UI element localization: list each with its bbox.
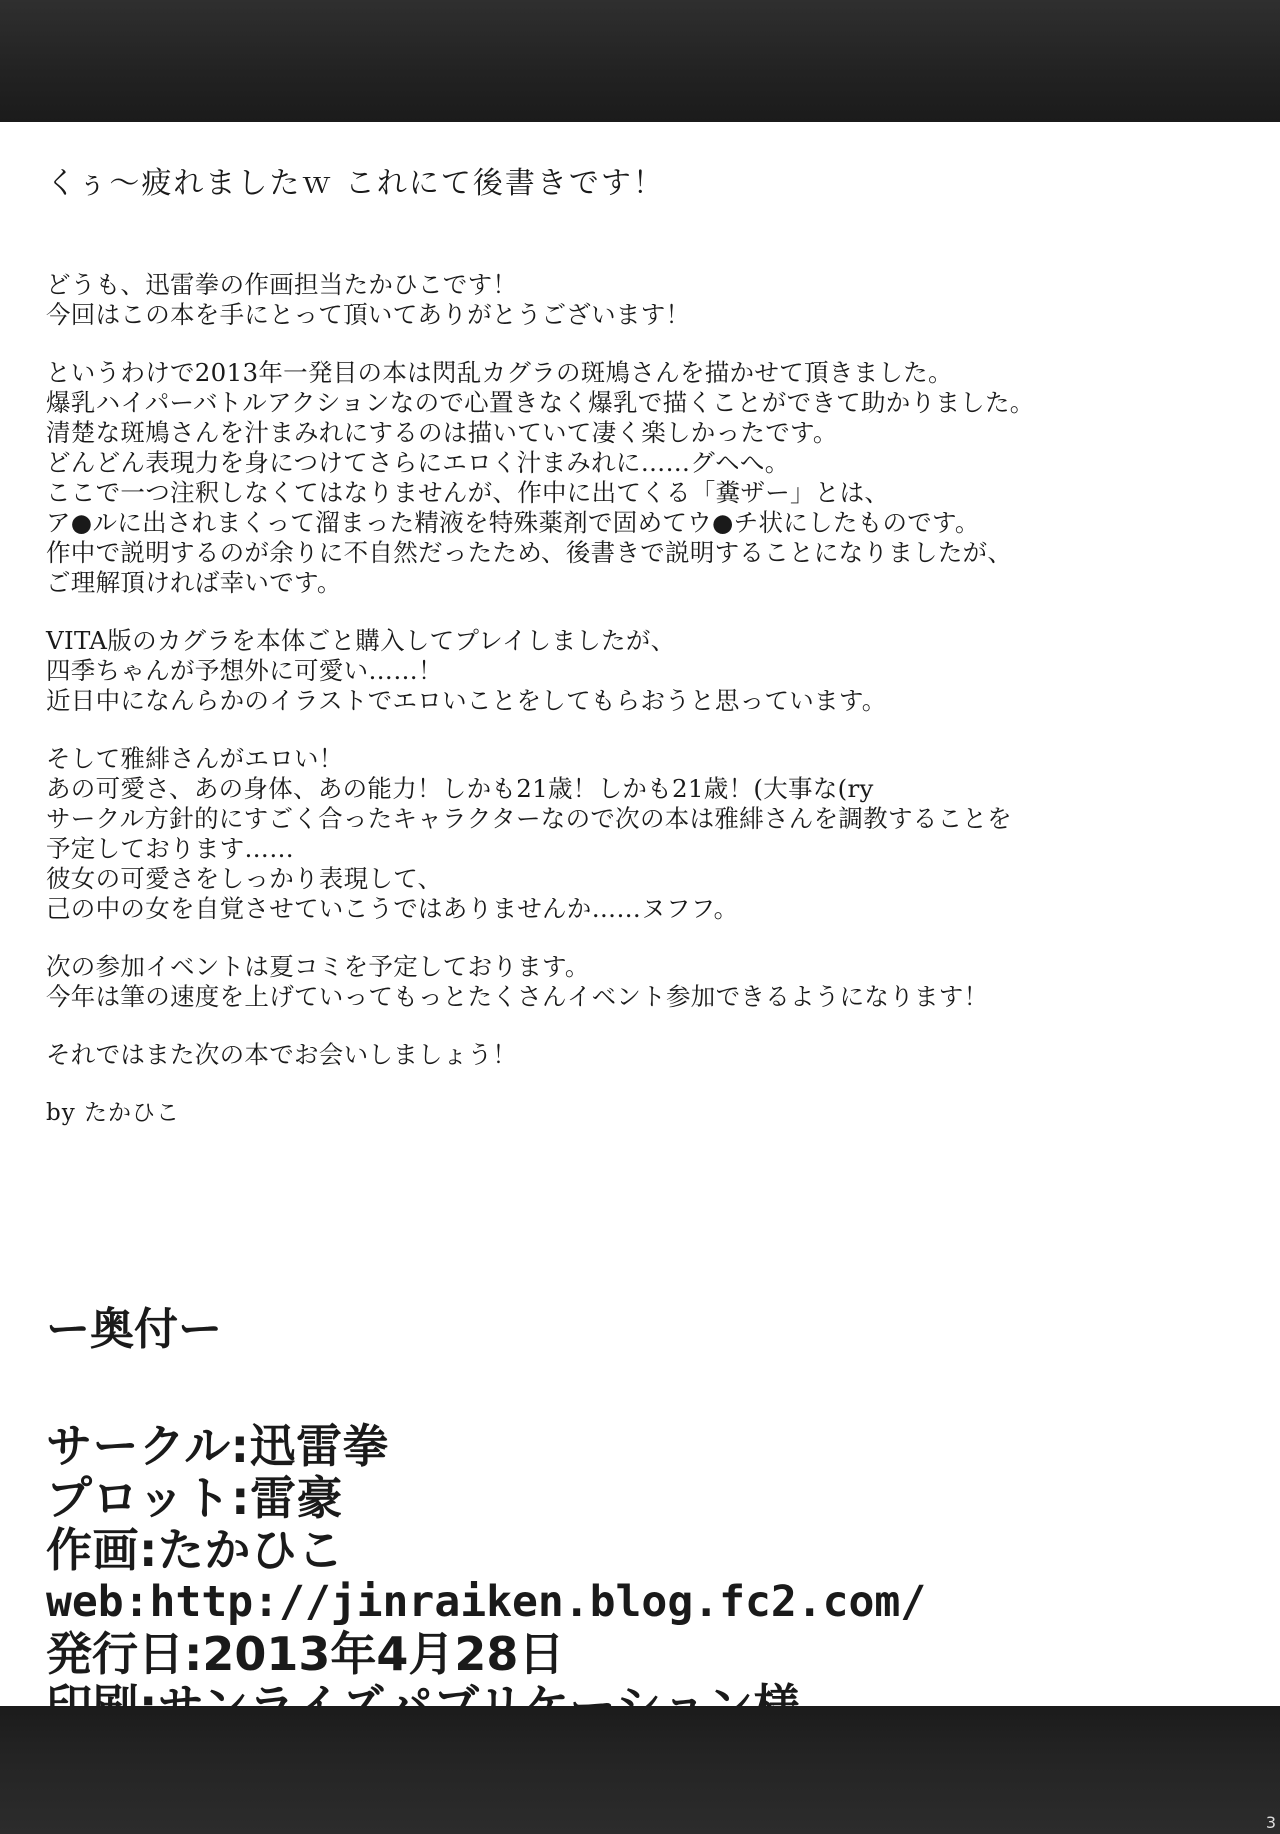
text-line: 作中で説明するのが余りに不自然だったため、後書きで説明することになりましたが、 [46,538,1013,567]
afterword-section [46,164,1246,1128]
text-line: 己の中の女を自覚させていこうではありませんか……ヌフフ。 [46,894,739,923]
colophon-web: web:http://jinraiken.blog.fc2.com/ [46,1577,927,1627]
signature: by たかひこ [46,1100,181,1126]
text-line: あの可愛さ、あの身体、あの能力！しかも21歳！しかも21歳！(大事な(ry [46,774,874,803]
colophon-title: ー奥付ー [46,1304,222,1355]
text-line: VITA版のカグラを本体ごと購入してプレイしましたが、 [46,626,676,655]
paragraph-about-book [46,358,1246,598]
afterword-heading: くぅ〜疲れましたｗ これにて後書きです！ [46,166,665,201]
text-line: 爆乳ハイパーバトルアクションなので心置きなく爆乳で描くことができて助かりました。 [46,388,1035,417]
text-line: そして雅緋さんがエロい！ [46,744,344,773]
top-dark-border [0,0,1280,122]
text-line: 今年は筆の速度を上げていってもっとたくさんイベント参加できるようになります！ [46,982,989,1011]
text-line: どうも、迅雷拳の作画担当たかひこです！ [46,270,518,299]
colophon-date: 発行日:2013年4月28日 [46,1627,565,1681]
text-line: 予定しております…… [46,834,294,863]
text-line: 次の参加イベントは夏コミを予定しております。 [46,952,590,981]
text-line: それではまた次の本でお会いしましょう！ [46,1040,518,1069]
colophon-art: 作画:たかひこ [46,1523,344,1577]
page-number: 3 [1265,1813,1276,1832]
colophon-section [46,1302,1246,1732]
paragraph-closing [46,1040,1246,1070]
paragraph-vita [46,626,1246,716]
text-line: ア●ルに出されまくって溜まった精液を特殊薬剤で固めてウ●チ状にしたものです。 [46,508,980,537]
paragraph-events [46,952,1246,1012]
colophon-circle: サークル:迅雷拳 [46,1419,390,1473]
text-line: というわけで2013年一発目の本は閃乱カグラの斑鳩さんを描かせて頂きました。 [46,358,953,387]
text-line: サークル方針的にすごく合ったキャラクターなので次の本は雅緋さんを調教することを [46,804,1012,833]
text-line: 彼女の可愛さをしっかり表現して、 [46,864,443,893]
colophon-plot: プロット:雷豪 [46,1471,343,1525]
text-line: 今回はこの本を手にとって頂いてありがとうございます！ [46,300,691,329]
text-line: ご理解頂ければ幸いです。 [46,568,342,597]
paragraph-greeting [46,270,1246,330]
text-line: ここで一つ注釈しなくてはなりませんが、作中に出てくる「糞ザー」とは、 [46,478,890,507]
text-line: 近日中になんらかのイラストでエロいことをしてもらおうと思っています。 [46,686,887,715]
paragraph-next-book [46,744,1246,924]
text-line: 清楚な斑鳩さんを汁まみれにするのは描いていて凄く楽しかったです。 [46,418,838,447]
text-line: 四季ちゃんが予想外に可愛い……！ [46,656,443,685]
text-line: どんどん表現力を身につけてさらにエロく汁まみれに……グヘへ。 [46,448,790,477]
bottom-dark-border [0,1706,1280,1834]
